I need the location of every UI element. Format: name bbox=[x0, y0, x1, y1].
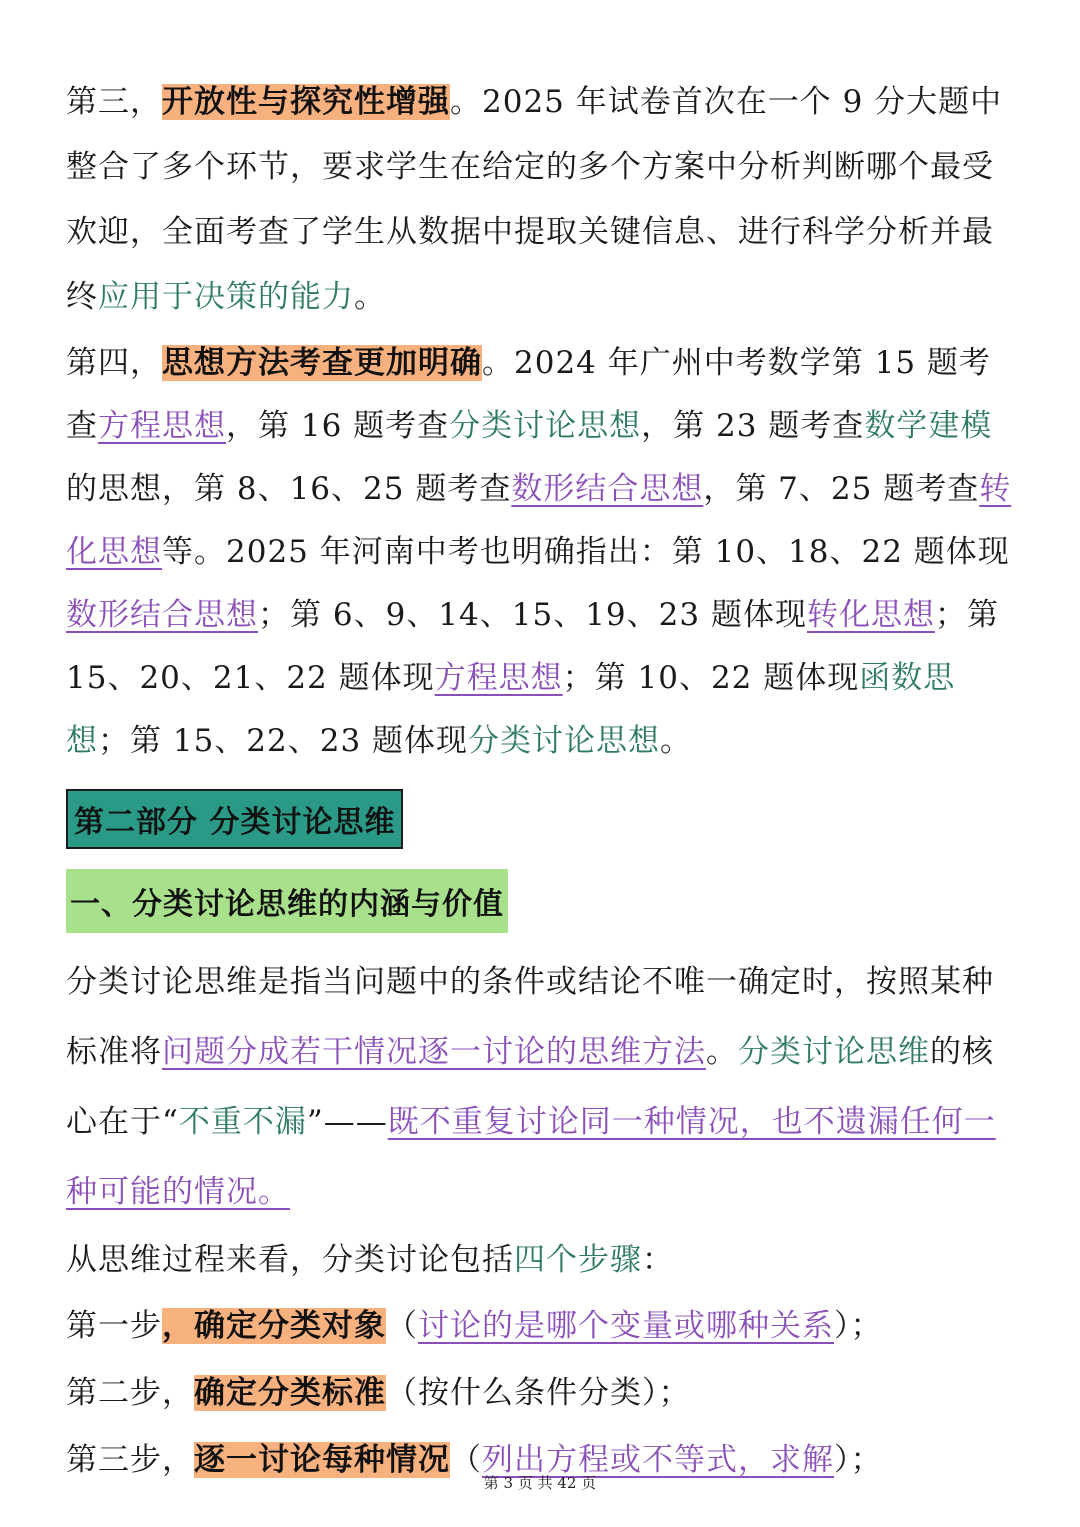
step-lead: 第一步 bbox=[66, 1308, 162, 1344]
purple-underline: 方程思想 bbox=[98, 408, 226, 444]
paragraph-definition bbox=[66, 947, 1016, 1227]
paragraph-text: ；第 15、20、21、22 题体现 bbox=[66, 597, 999, 696]
step-highlight: ，确定分类对象 bbox=[162, 1308, 386, 1344]
purple-underline: 方程思想 bbox=[434, 660, 563, 696]
purple-underline: 既不重复讨论同一种情况，也不遗漏任何一种可能的情况。 bbox=[66, 1104, 996, 1210]
green-emphasis: 分类讨论思维 bbox=[738, 1034, 930, 1070]
paragraph-text: 的核心在于“ bbox=[66, 1034, 994, 1140]
punctuation: ）； bbox=[834, 1308, 883, 1344]
purple-underline: 转化思想 bbox=[806, 597, 935, 633]
punctuation: （ bbox=[450, 1442, 482, 1478]
green-emphasis: 数学建模 bbox=[864, 408, 993, 444]
step-highlight: 确定分类标准 bbox=[194, 1375, 386, 1411]
paragraph-text: ；第 10、22 题体现 bbox=[562, 660, 860, 696]
green-emphasis: 函数思想 bbox=[66, 660, 956, 759]
paragraph-text: 。2024 年广州中考数学第 15 题考查 bbox=[66, 345, 991, 444]
highlight-open-exploratory: 开放性与探究性增强 bbox=[162, 84, 450, 120]
document-page bbox=[66, 70, 1016, 1494]
paragraph-text: ，第 16 题考查 bbox=[226, 408, 450, 444]
paragraph-text: 等。2025 年河南中考也明确指出：第 10、18、22 题体现 bbox=[162, 534, 1010, 570]
paragraph-text: 从思维过程来看，分类讨论包括 bbox=[66, 1242, 514, 1278]
punctuation: （ bbox=[386, 1375, 418, 1411]
paragraph-text: ，第 7、25 题考查 bbox=[703, 471, 980, 507]
step-lead: 第二步， bbox=[66, 1375, 194, 1411]
section-heading: 一、分类讨论思维的内涵与价值 bbox=[66, 869, 508, 933]
highlight-thinking-methods: 思想方法考查更加明确 bbox=[162, 345, 482, 381]
purple-underline: 数形结合思想 bbox=[511, 471, 704, 507]
part-heading: 第二部分 分类讨论思维 bbox=[66, 789, 403, 849]
paragraph-text: ；第 6、9、14、15、19、23 题体现 bbox=[258, 597, 807, 633]
point-lead: 第四， bbox=[66, 345, 162, 381]
punctuation: ： bbox=[642, 1242, 674, 1278]
step-item bbox=[66, 1293, 1016, 1360]
paragraph-text: 的思想，第 8、16、25 题考查 bbox=[66, 471, 512, 507]
step-item bbox=[66, 1360, 1016, 1427]
paragraph-third-point bbox=[66, 70, 1016, 330]
step-detail: 讨论的是哪个变量或哪种关系 bbox=[418, 1308, 834, 1344]
punctuation: （ bbox=[386, 1308, 418, 1344]
paragraph-text: 分类讨论思维是指当问题中的条件或结论不唯一确定时，按照某种标准将 bbox=[66, 964, 994, 1070]
punctuation: 。 bbox=[354, 279, 386, 315]
punctuation: ）； bbox=[834, 1442, 883, 1478]
page-footer: 第 3 页 共 42 页 bbox=[483, 1474, 597, 1492]
punctuation: 。 bbox=[706, 1034, 738, 1070]
punctuation: ）； bbox=[642, 1375, 691, 1411]
paragraph-fourth-point bbox=[66, 332, 1016, 773]
step-lead: 第三步， bbox=[66, 1442, 194, 1478]
green-emphasis: 应用于决策的能力 bbox=[98, 279, 354, 315]
paragraph-text: ”—— bbox=[306, 1104, 388, 1140]
purple-underline: 数形结合思想 bbox=[66, 597, 258, 633]
purple-underline: 转化思想 bbox=[66, 471, 1012, 570]
punctuation: 。 bbox=[660, 723, 693, 759]
green-emphasis: 不重不漏 bbox=[178, 1104, 307, 1140]
step-detail: 列出方程或不等式，求解 bbox=[482, 1442, 834, 1478]
paragraph-text: ；第 15、22、23 题体现 bbox=[98, 723, 469, 759]
step-highlight: 逐一讨论每种情况 bbox=[194, 1442, 450, 1478]
paragraph-steps-intro bbox=[66, 1227, 1016, 1293]
paragraph-text: 。2025 年试卷首次在一个 9 分大题中整合了多个环节，要求学生在给定的多个方案中分析判断哪个最受欢迎，全面考查了学生从数据中提取关键信息、进行科学分析并最终 bbox=[66, 84, 1003, 315]
point-lead: 第三， bbox=[66, 84, 162, 120]
green-emphasis: 分类讨论思想 bbox=[468, 723, 661, 759]
purple-underline: 问题分成若干情况逐一讨论的思维方法 bbox=[162, 1034, 706, 1070]
step-detail: 按什么条件分类 bbox=[418, 1375, 642, 1411]
green-emphasis: 分类讨论思想 bbox=[449, 408, 642, 444]
paragraph-text: ，第 23 题考查 bbox=[641, 408, 865, 444]
green-emphasis: 四个步骤 bbox=[514, 1242, 642, 1278]
